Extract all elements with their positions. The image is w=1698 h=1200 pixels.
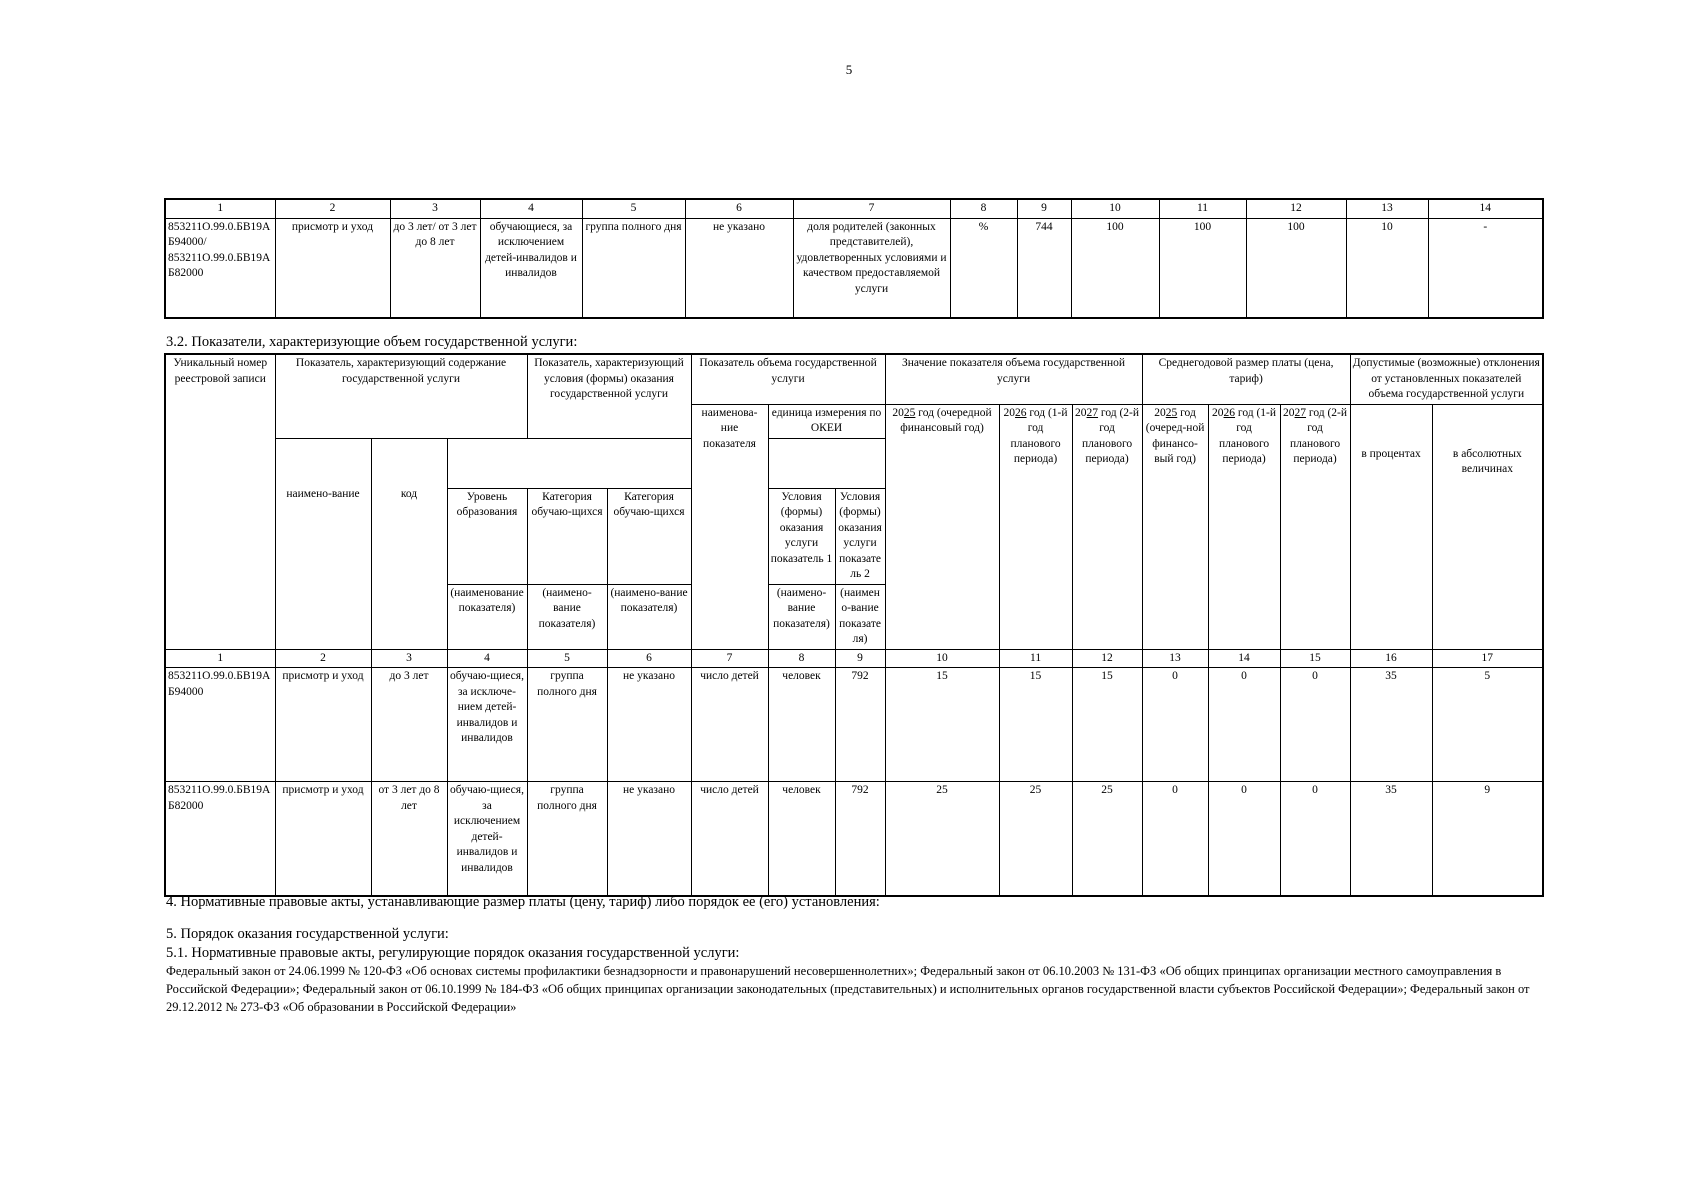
col-number: 3	[390, 199, 480, 218]
header-deviation: Допустимые (возможные) отклонения от установленных показателей объема государственной услуги	[1350, 354, 1543, 404]
header-dev-absolute: в абсолютных величинах	[1432, 404, 1543, 649]
condition-2-cell: не указано	[607, 782, 691, 896]
header-unit-code: код	[371, 438, 447, 649]
reg-number: 853211О.99.0.БВ19АБ94000/ 853211О.99.0.БВ19АБ82000	[165, 218, 275, 318]
deviation-percent: 35	[1350, 668, 1432, 782]
header-param-name-4: (наимено-вание показателя)	[768, 584, 835, 649]
col-number: 12	[1246, 199, 1346, 218]
content-cell: присмотр и уход	[275, 218, 390, 318]
condition2-cell: не указано	[685, 218, 793, 318]
header-content: Показатель, характеризующий содержание государственной услуги	[275, 354, 527, 438]
header-fee-2027: 2027 год (2-й год планового периода)	[1280, 404, 1350, 649]
header-year-2025: 2025 год (очередной финансовый год)	[885, 404, 999, 649]
fee-2026: 0	[1208, 782, 1280, 896]
col-number: 9	[835, 649, 885, 668]
value-2025: 25	[885, 782, 999, 896]
category-1-cell: от 3 лет до 8 лет	[371, 782, 447, 896]
header-conditions: Показатель, характеризующий условия (формы) оказания государственной услуги	[527, 354, 691, 438]
indicator-name-cell: число детей	[691, 668, 768, 782]
deviation-absolute: 5	[1432, 668, 1543, 782]
header-fee-2026: 2026 год (1-й год планового периода)	[1208, 404, 1280, 649]
section-5-title: 5. Порядок оказания государственной услуги:	[166, 926, 449, 942]
column-number-row	[165, 649, 1543, 668]
col-number: 8	[950, 199, 1017, 218]
col-number: 13	[1142, 649, 1208, 668]
header-param-name-5: (наимено-вание показателя)	[835, 584, 885, 649]
column-number-row	[165, 199, 1543, 218]
col-number: 16	[1350, 649, 1432, 668]
header-indicator-name: наименова-ние показателя	[691, 404, 768, 649]
category-1-cell: до 3 лет	[371, 668, 447, 782]
unit-code-cell: 792	[835, 668, 885, 782]
col-number: 11	[999, 649, 1072, 668]
header-dev-percent: в процентах	[1350, 404, 1432, 649]
deviation-absolute: -	[1428, 218, 1543, 318]
header-condition-2: Условия (формы) оказания услуги показатель 2	[835, 488, 885, 584]
value-2026: 15	[999, 668, 1072, 782]
unit-cell: %	[950, 218, 1017, 318]
category2-cell: обучающиеся, за исключением детей-инвалидов и инвалидов	[480, 218, 582, 318]
condition-1-cell: группа полного дня	[527, 668, 607, 782]
condition-1-cell: группа полного дня	[527, 782, 607, 896]
col-number: 17	[1432, 649, 1543, 668]
volume-indicators-table	[164, 353, 1544, 897]
unit-name-cell: человек	[768, 782, 835, 896]
col-number: 9	[1017, 199, 1071, 218]
header-param-name-1: (наименование показателя)	[447, 584, 527, 649]
value-2025: 15	[885, 668, 999, 782]
fee-2025: 0	[1142, 668, 1208, 782]
condition-2-cell: не указано	[607, 668, 691, 782]
col-number: 14	[1208, 649, 1280, 668]
value-2027: 15	[1072, 668, 1142, 782]
unit-name-cell: человек	[768, 668, 835, 782]
col-number: 7	[793, 199, 950, 218]
col-number: 6	[685, 199, 793, 218]
col-number: 10	[1071, 199, 1159, 218]
indicator-cell: доля родителей (законных представителей), удовлетворенных условиями и качеством предоставляемой услуги	[793, 218, 950, 318]
header-unit-name: наимено-вание	[275, 438, 371, 649]
col-number: 12	[1072, 649, 1142, 668]
value-2025: 100	[1071, 218, 1159, 318]
code-cell: 744	[1017, 218, 1071, 318]
header-param-name-2: (наимено-вание показателя)	[527, 584, 607, 649]
deviation-percent: 10	[1346, 218, 1428, 318]
category-cell: до 3 лет/ от 3 лет до 8 лет	[390, 218, 480, 318]
col-number: 7	[691, 649, 768, 668]
header-fee-2025: 2025 год (очеред-ной финансо-вый год)	[1142, 404, 1208, 649]
header-param-name-3: (наимено-вание показателя)	[607, 584, 691, 649]
indicator-name-cell: число детей	[691, 782, 768, 896]
header-fee: Среднегодовой размер платы (цена, тариф)	[1142, 354, 1350, 404]
level-cell: присмотр и уход	[275, 782, 371, 896]
col-number: 4	[447, 649, 527, 668]
col-number: 2	[275, 199, 390, 218]
section-3-2-title: 3.2. Показатели, характеризующие объем государственной услуги:	[166, 334, 578, 350]
col-number: 5	[527, 649, 607, 668]
header-reg: Уникальный номер реестровой записи	[165, 354, 275, 649]
header-category-2: Категория обучаю-щихся	[607, 488, 691, 584]
table-row	[165, 782, 1543, 896]
fee-2025: 0	[1142, 782, 1208, 896]
level-cell: присмотр и уход	[275, 668, 371, 782]
condition-cell: группа полного дня	[582, 218, 685, 318]
col-number: 1	[165, 199, 275, 218]
header-year-2027: 2027 год (2-й год планового периода)	[1072, 404, 1142, 649]
category-2-cell: обучаю-щиеся, за исключением детей-инвалидов и инвалидов	[447, 782, 527, 896]
col-number: 1	[165, 649, 275, 668]
fee-2026: 0	[1208, 668, 1280, 782]
laws-text: Федеральный закон от 24.06.1999 № 120-ФЗ «Об основах системы профилактики безнадзорности и правонарушений несовершеннолетних»; Федеральный закон от 06.10.2003 № 131-ФЗ «Об общих принципах организации местного самоуправления в Российской Федерации»; Федеральный закон от 06.10.1999 № 184-ФЗ «Об общих принципах организации законодательных (представительных) и исполнительных органов государственной власти субъектов Российской Федерации»; Федеральный закон от 29.12.2012 № 273-ФЗ «Об образовании в Российской Федерации»	[166, 964, 1530, 1015]
deviation-absolute: 9	[1432, 782, 1543, 896]
value-2026: 100	[1159, 218, 1246, 318]
table-row	[165, 668, 1543, 782]
table-row	[165, 218, 1543, 318]
col-number: 14	[1428, 199, 1543, 218]
value-2027: 25	[1072, 782, 1142, 896]
col-number: 5	[582, 199, 685, 218]
section-5-1-title: 5.1. Нормативные правовые акты, регулирующие порядок оказания государственной услуги:	[166, 945, 740, 961]
col-number: 4	[480, 199, 582, 218]
reg-number: 853211О.99.0.БВ19АБ94000	[165, 668, 275, 782]
header-unit: единица измерения по ОКЕИ	[768, 404, 885, 438]
category-2-cell: обучаю-щиеся, за исключе-нием детей-инвалидов и инвалидов	[447, 668, 527, 782]
col-number: 8	[768, 649, 835, 668]
deviation-percent: 35	[1350, 782, 1432, 896]
col-number: 11	[1159, 199, 1246, 218]
unit-code-cell: 792	[835, 782, 885, 896]
fee-2027: 0	[1280, 668, 1350, 782]
fee-2027: 0	[1280, 782, 1350, 896]
value-2026: 25	[999, 782, 1072, 896]
header-year-2026: 2026 год (1-й год планового периода)	[999, 404, 1072, 649]
col-number: 15	[1280, 649, 1350, 668]
reg-number: 853211О.99.0.БВ19АБ82000	[165, 782, 275, 896]
col-number: 10	[885, 649, 999, 668]
quality-indicators-table	[164, 198, 1544, 319]
header-category-1: Категория обучаю-щихся	[527, 488, 607, 584]
col-number: 3	[371, 649, 447, 668]
header-row-1	[165, 354, 1543, 404]
header-volume: Показатель объема государственной услуги	[691, 354, 885, 404]
col-number: 6	[607, 649, 691, 668]
page-number: 5	[845, 62, 853, 77]
section-4-title: 4. Нормативные правовые акты, устанавливающие размер платы (цену, тариф) либо порядок ее (его) установления:	[166, 894, 880, 910]
value-2027: 100	[1246, 218, 1346, 318]
col-number: 2	[275, 649, 371, 668]
col-number: 13	[1346, 199, 1428, 218]
header-value: Значение показателя объема государственной услуги	[885, 354, 1142, 404]
header-condition-1: Условия (формы) оказания услуги показатель 1	[768, 488, 835, 584]
header-level: Уровень образования	[447, 488, 527, 584]
